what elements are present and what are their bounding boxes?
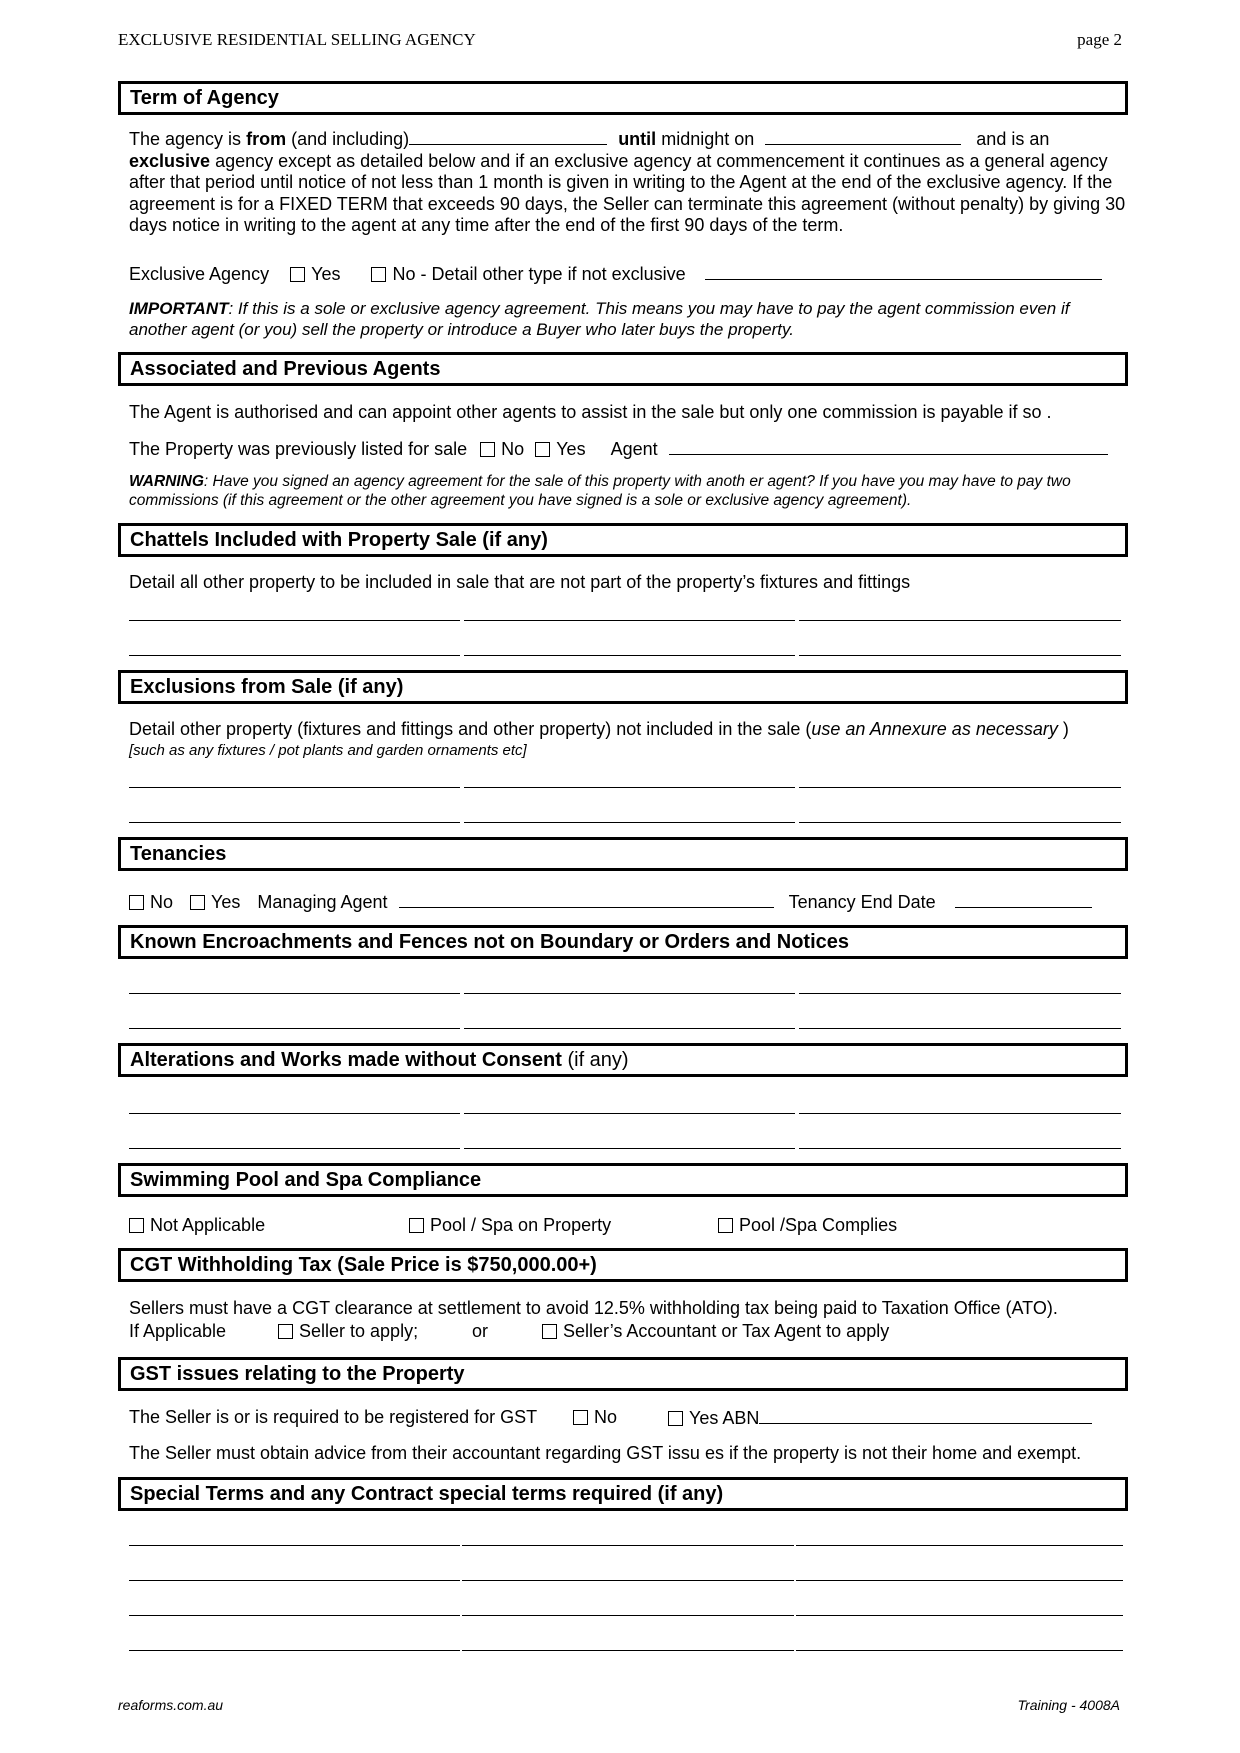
section-alterations <box>118 1043 1128 1077</box>
listed-yes-label: Yes <box>556 439 586 459</box>
previously-listed-row <box>129 438 1108 460</box>
exclusive-no-checkbox[interactable] <box>371 267 386 282</box>
gst-no-row <box>573 1407 617 1428</box>
listed-no-label: No <box>501 439 525 459</box>
tenancy-yes-label: Yes <box>211 892 241 912</box>
footer-form-code: Training - 4008A <box>1017 1697 1120 1713</box>
term-text-1: The agency is <box>129 129 242 149</box>
agents-authorised-text: The Agent is authorised and can appoint other agents to assist in the sale but only one commission is payable if so . <box>129 402 1052 422</box>
gst-no-checkbox[interactable] <box>573 1410 588 1425</box>
tenancy-yes-checkbox[interactable] <box>190 895 205 910</box>
cgt-accountant-row <box>542 1321 889 1342</box>
section-tenancies: Tenancies <box>118 837 1128 871</box>
pool-na-checkbox[interactable] <box>129 1218 144 1233</box>
gst-registered-label: The Seller is or is required to be registered for GST <box>129 1407 538 1427</box>
exclusive-no-label: No - Detail other type if not exclusive <box>392 264 686 284</box>
gst-no-label: No <box>594 1407 618 1427</box>
other-type-field[interactable] <box>705 263 1102 280</box>
end-date-field[interactable] <box>765 128 961 145</box>
cgt-text: Sellers must have a CGT clearance at settlement to avoid 12.5% withholding tax being paid to Taxation Office (ATO). <box>129 1298 1058 1318</box>
term-text-2: (and including) <box>291 129 410 149</box>
cgt-if-applicable-row <box>129 1321 226 1342</box>
cgt-accountant-label: Seller’s Accountant or Tax Agent to apply <box>563 1321 890 1341</box>
gst-yes-checkbox[interactable] <box>668 1411 683 1426</box>
agent-label: Agent <box>610 439 658 459</box>
warning-text: : Have you signed an agency agreement for the sale of this property with anoth er agent? If you have you may have to pay two commissions (if this agreement or the other agreement you have signed is a sole or exclusive agency agreement). <box>129 473 1071 509</box>
section-encroachments: Known Encroachments and Fences not on Boundary or Orders and Notices <box>118 925 1128 959</box>
section-swimming-pool: Swimming Pool and Spa Compliance <box>118 1163 1128 1197</box>
pool-row <box>129 1215 265 1236</box>
pool-na-label: Not Applicable <box>150 1215 266 1235</box>
managing-agent-field[interactable] <box>399 891 774 908</box>
footer-website: reaforms.com.au <box>118 1697 224 1713</box>
term-text-4: and is an <box>976 129 1050 149</box>
important-notice <box>129 298 1129 340</box>
start-date-field[interactable] <box>409 128 607 145</box>
cgt-accountant-checkbox[interactable] <box>542 1324 557 1339</box>
term-exclusive: exclusive <box>129 150 211 171</box>
gst-yes-abn-label: Yes ABN <box>689 1408 760 1428</box>
cgt-if-applicable-label: If Applicable <box>129 1321 227 1341</box>
warning-notice <box>129 472 1129 510</box>
exclusions-instructions <box>129 719 1129 741</box>
section-term-of-agency: Term of Agency <box>118 81 1128 115</box>
gst-advice-text: The Seller must obtain advice from their accountant regarding GST issu es if the property is not their home and exempt. <box>129 1443 1082 1463</box>
term-paragraph <box>129 128 1129 237</box>
exclusive-agency-row <box>129 263 1102 285</box>
cgt-seller-row <box>278 1321 418 1342</box>
managing-agent-label: Managing Agent <box>257 892 388 912</box>
previous-agent-field[interactable] <box>669 438 1108 455</box>
section-exclusions: Exclusions from Sale (if any) <box>118 670 1128 704</box>
tenancy-no-checkbox[interactable] <box>129 895 144 910</box>
tenancies-row <box>129 891 1092 913</box>
important-label: IMPORTANT <box>129 299 229 318</box>
section-special-terms: Special Terms and any Contract special terms required (if any) <box>118 1477 1128 1511</box>
pool-on-property-row <box>409 1215 611 1236</box>
pool-complies-row <box>718 1215 897 1236</box>
gst-yes-row <box>668 1407 1092 1429</box>
gst-registered-row <box>129 1407 537 1428</box>
chattels-instructions: Detail all other property to be included in sale that are not part of the property’s fixtures and fittings <box>129 572 911 592</box>
term-until: until <box>618 129 657 149</box>
exclusions-text: Detail other property (fixtures and fittings and other property) not included in the sale ( <box>129 719 812 739</box>
exclusive-yes-checkbox[interactable] <box>290 267 305 282</box>
pool-on-property-label: Pool / Spa on Property <box>430 1215 612 1235</box>
tenancy-end-date-label: Tenancy End Date <box>788 892 936 912</box>
document-title: EXCLUSIVE RESIDENTIAL SELLING AGENCY <box>118 30 476 49</box>
tenancy-no-label: No <box>150 892 174 912</box>
pool-complies-label: Pool /Spa Complies <box>739 1215 898 1235</box>
abn-field[interactable] <box>759 1407 1092 1424</box>
pool-complies-checkbox[interactable] <box>718 1218 733 1233</box>
page-number: page 2 <box>1077 30 1122 49</box>
exclusions-annexure-note: use an Annexure as necessary <box>811 719 1058 739</box>
cgt-seller-checkbox[interactable] <box>278 1324 293 1339</box>
term-text-3: midnight on <box>661 129 755 149</box>
cgt-or: or <box>472 1321 489 1341</box>
section-cgt: CGT Withholding Tax (Sale Price is $750,000.00+) <box>118 1248 1128 1282</box>
term-from: from <box>246 129 287 149</box>
alterations-heading: Alterations and Works made without Consent <box>130 1049 562 1071</box>
listed-no-checkbox[interactable] <box>480 442 495 457</box>
section-associated-agents: Associated and Previous Agents <box>118 352 1128 386</box>
important-text: : If this is a sole or exclusive agency agreement. This means you may have to pay the agent commission even if another agent (or you) sell the property or introduce a Buyer who later buys the property. <box>129 299 1070 339</box>
exclusive-agency-label: Exclusive Agency <box>129 264 270 284</box>
listed-yes-checkbox[interactable] <box>535 442 550 457</box>
tenancy-end-date-field[interactable] <box>955 891 1092 908</box>
section-gst: GST issues relating to the Property <box>118 1357 1128 1391</box>
alterations-if-any: (if any) <box>567 1049 629 1071</box>
warning-label: WARNING <box>129 473 204 490</box>
pool-on-property-checkbox[interactable] <box>409 1218 424 1233</box>
cgt-seller-label: Seller to apply; <box>299 1321 419 1341</box>
term-text-5: agency except as detailed below and if an exclusive agency at commencement it continues as a general agency after that period until notice of not less than 1 month is given in writing to the Agent at the end of the exclusive agency. If the agreement is for a FIXED TERM that exceeds 90 days, the Seller can terminate this agreement (without penalty) by giving 30 days notice in writing to the agent at any time after the end of the first 90 days of the term. <box>129 150 1126 235</box>
exclusions-examples: [such as any fixtures / pot plants and garden ornaments etc] <box>129 742 527 759</box>
section-chattels: Chattels Included with Property Sale (if any) <box>118 523 1128 557</box>
exclusive-yes-label: Yes <box>311 264 341 284</box>
previously-listed-label: The Property was previously listed for sale <box>129 439 468 459</box>
exclusions-close-paren: ) <box>1057 719 1069 739</box>
